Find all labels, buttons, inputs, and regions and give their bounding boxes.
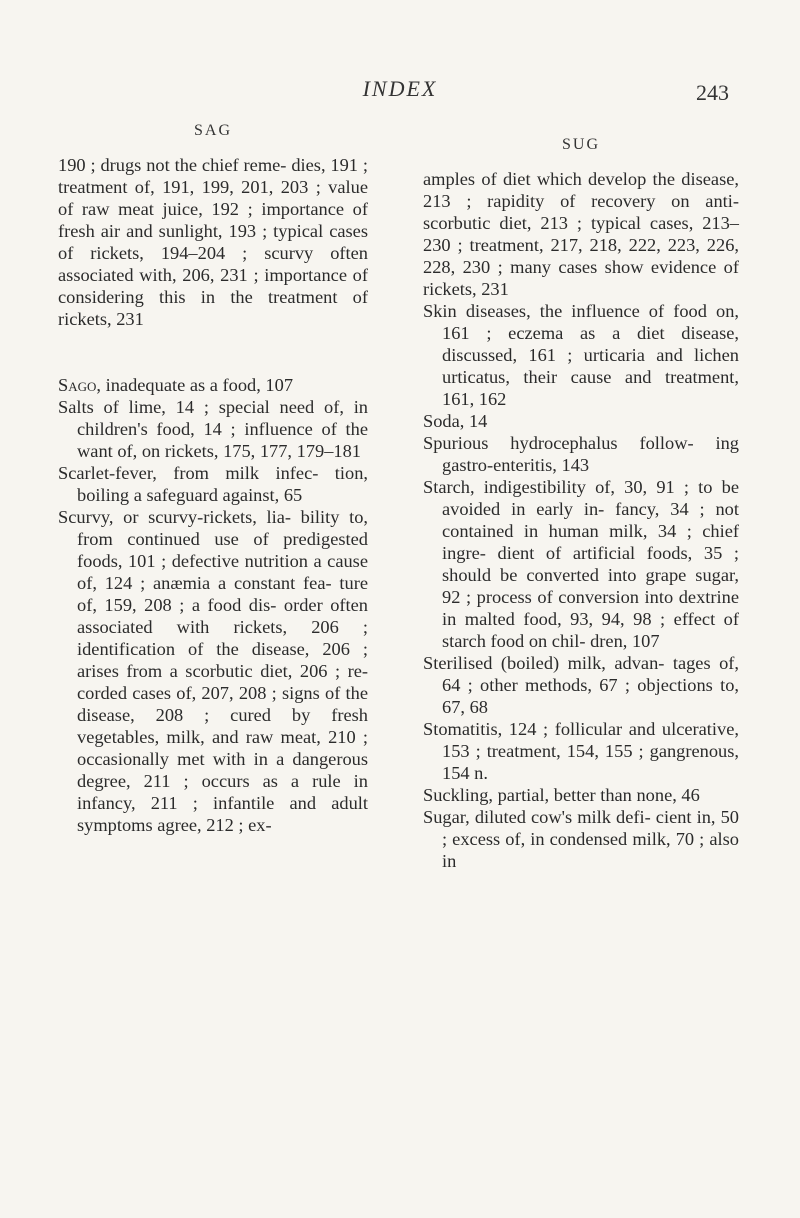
index-entry-starch: Starch, indigestibility of, 30, 91 ; to be avoided in early in- fancy, 34 ; not contained in human milk, 34 ; chief ingre- dient of artificial foods, 35 ; should be converted into grape sugar, 92 ; process of conversion into dextrine in malted food, 93, 94, 98 ; effect of starch food on chil- dren, 107 bbox=[423, 477, 739, 651]
entry-head-word: Sago bbox=[58, 375, 97, 395]
index-entry-sago bbox=[58, 374, 368, 396]
index-entry-skin-diseases: Skin diseases, the influence of food on, 161 ; eczema as a diet disease, discussed, 161 ; urticaria and lichen urticatus, their cause and treatment, 161, 162 bbox=[423, 301, 739, 409]
index-entry-spurious-hydrocephalus: Spurious hydrocephalus follow- ing gastro-enteritis, 143 bbox=[423, 433, 739, 475]
guide-word-left: SAG bbox=[193, 122, 232, 139]
index-entry-salts: Salts of lime, 14 ; special need of, in children's food, 14 ; influence of the want of, on rickets, 175, 177, 179–181 bbox=[58, 397, 368, 461]
right-column bbox=[423, 120, 739, 872]
index-entry-sugar: Sugar, diluted cow's milk defi- cient in, 50 ; excess of, in condensed milk, 70 ; also in bbox=[423, 807, 739, 871]
index-entry-suckling: Suckling, partial, better than none, 46 bbox=[423, 785, 700, 805]
index-entry-sterilised-milk: Sterilised (boiled) milk, advan- tages of, 64 ; other methods, 67 ; objections to, 67, 68 bbox=[423, 653, 739, 717]
index-entry-scurvy: Scurvy, or scurvy-rickets, lia- bility to, from continued use of predigested foods, 101 ; defective nutrition a cause of, 124 ; anæmia a constant fea- ture of, 159, 208 ; a food dis- order often associated with rickets, 206 ; identification of the disease, 206 ; arises from a scorbutic diet, 206 ; re- corded cases of, 207, 208 ; signs of the disease, 208 ; cured by fresh vegetables, milk, and raw meat, 210 ; occasionally met with in a dangerous degree, 211 ; occurs as a rule in infancy, 211 ; infantile and adult symptoms agree, 212 ; ex- bbox=[58, 507, 368, 835]
index-entry-soda: Soda, 14 bbox=[423, 411, 488, 431]
running-head: INDEX bbox=[362, 76, 438, 101]
guide-word-right: SUG bbox=[561, 136, 600, 153]
index-entry-scarlet-fever: Scarlet-fever, from milk infec- tion, boiling a safeguard against, 65 bbox=[58, 463, 368, 505]
entry-text: , inadequate as a food, 107 bbox=[96, 375, 294, 395]
left-column bbox=[58, 120, 368, 836]
index-entry-continuation: amples of diet which develop the disease, 213 ; rapidity of recovery on anti-scorbutic diet, 213 ; typical cases, 213–230 ; treatment, 217, 218, 222, 223, 226, 228, 230 ; many cases show evidence of rickets, 231 bbox=[423, 169, 739, 299]
index-entry-continuation: 190 ; drugs not the chief reme- dies, 191 ; treatment of, 191, 199, 201, 203 ; value of raw meat juice, 192 ; importance of fresh air and sunlight, 193 ; typical cases of rickets, 194–204 ; scurvy often associated with, 206, 231 ; importance of considering this in the treatment of rickets, 231 bbox=[58, 155, 368, 329]
page-number: 243 bbox=[696, 80, 729, 105]
index-entry-stomatitis: Stomatitis, 124 ; follicular and ulcerative, 153 ; treatment, 154, 155 ; gangrenous, 154 n. bbox=[423, 719, 739, 783]
